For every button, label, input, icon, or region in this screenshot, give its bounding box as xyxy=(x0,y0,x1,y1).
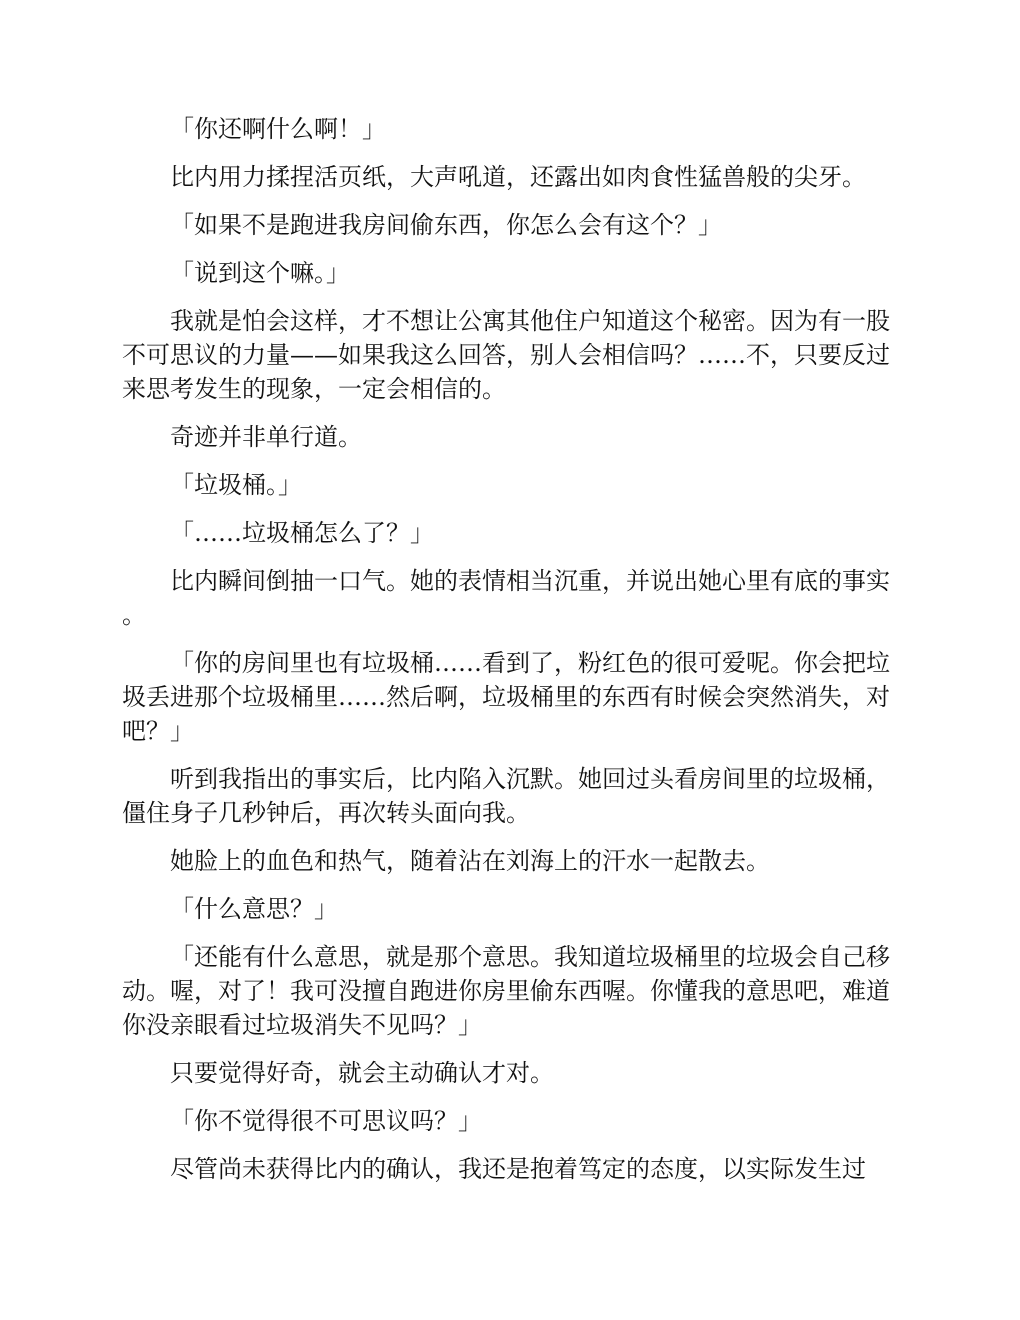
paragraph: 比内瞬间倒抽一口气。她的表情相当沉重，并说出她心里有底的事实。 xyxy=(122,567,890,629)
paragraph: 只要觉得好奇，就会主动确认才对。 xyxy=(170,1059,554,1087)
paragraph: 她脸上的血色和热气，随着沾在刘海上的汗水一起散去。 xyxy=(170,847,770,875)
paragraph: 「什么意思？」 xyxy=(170,895,338,923)
paragraph: 尽管尚未获得比内的确认，我还是抱着笃定的态度，以实际发生过 xyxy=(170,1155,866,1183)
paragraph: 「还能有什么意思，就是那个意思。我知道垃圾桶里的垃圾会自己移动。喔，对了！我可没擅自跑进你房里偷东西喔。你懂我的意思吧，难道你没亲眼看过垃圾消失不见吗？」 xyxy=(122,943,890,1039)
paragraph: 比内用力揉捏活页纸，大声吼道，还露出如肉食性猛兽般的尖牙。 xyxy=(170,163,866,191)
paragraph: 「你的房间里也有垃圾桶……看到了，粉红色的很可爱呢。你会把垃圾丢进那个垃圾桶里……然后啊，垃圾桶里的东西有时候会突然消失，对吧？」 xyxy=(122,649,890,745)
paragraph: 「你还啊什么啊！」 xyxy=(170,115,386,143)
paragraph: 奇迹并非单行道。 xyxy=(170,423,362,451)
document-page xyxy=(122,112,898,1200)
paragraph: 「如果不是跑进我房间偷东西，你怎么会有这个？」 xyxy=(170,211,722,239)
paragraph: 「说到这个嘛。」 xyxy=(170,259,350,287)
paragraph: 「你不觉得很不可思议吗？」 xyxy=(170,1107,482,1135)
paragraph: 「……垃圾桶怎么了？」 xyxy=(170,519,434,547)
paragraph: 我就是怕会这样，才不想让公寓其他住户知道这个秘密。因为有一股不可思议的力量——如果我这么回答，别人会相信吗？……不，只要反过来思考发生的现象，一定会相信的。 xyxy=(122,307,890,403)
paragraph: 听到我指出的事实后，比内陷入沉默。她回过头看房间里的垃圾桶，僵住身子几秒钟后，再次转头面向我。 xyxy=(122,765,890,827)
paragraph: 「垃圾桶。」 xyxy=(170,471,302,499)
